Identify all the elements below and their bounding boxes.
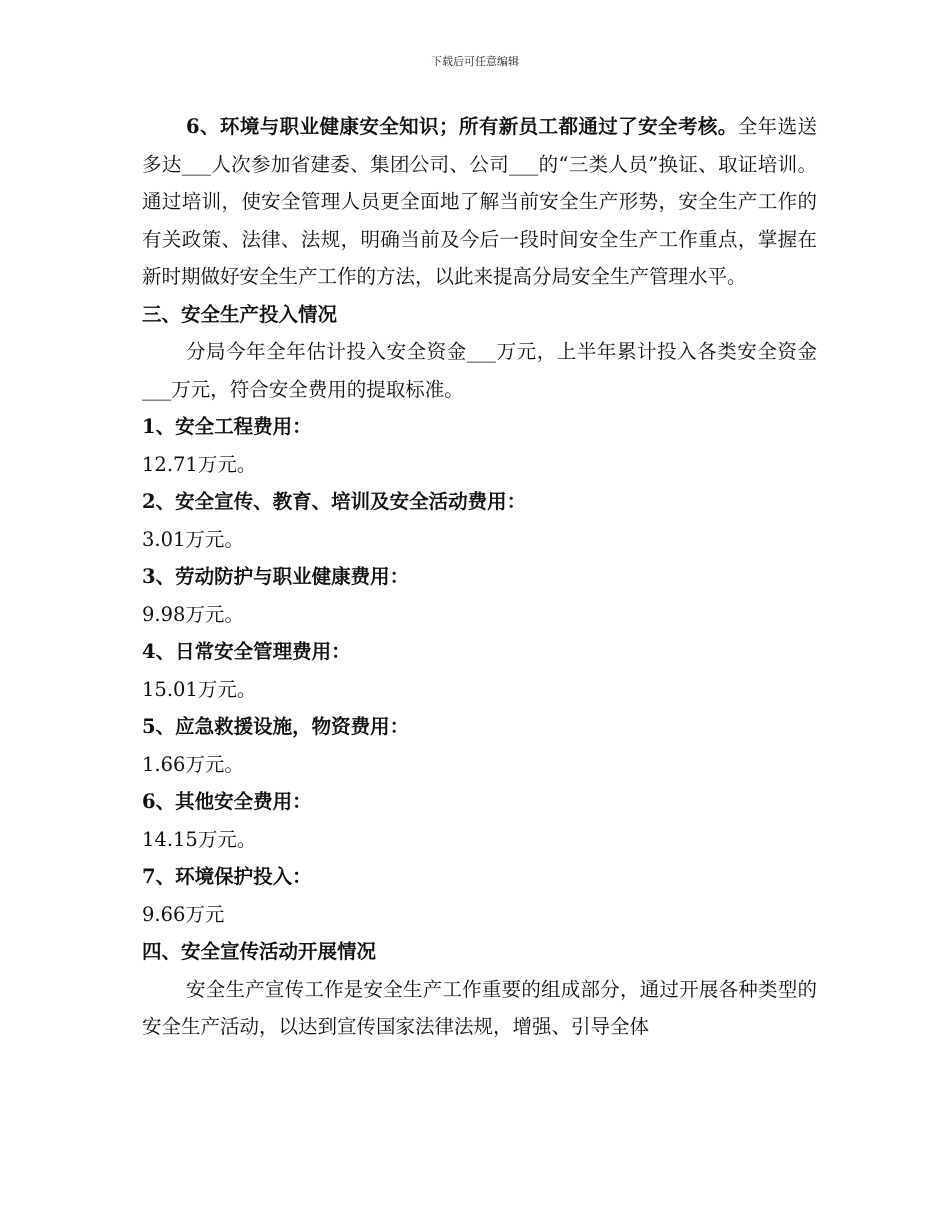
item-3-label: 3、劳动防护与职业健康费用： (142, 565, 410, 588)
section6-bold-lead: 6、环境与职业健康安全知识；所有新员工都通过了安全考核。 (186, 115, 738, 138)
item-5-value: 1.66万元。 (142, 752, 244, 776)
document-body (142, 108, 817, 1046)
item-6-value: 14.15万元。 (142, 827, 257, 851)
item-1-value: 12.71万元。 (142, 452, 257, 476)
section4-heading: 四、安全宣传活动开展情况 (142, 940, 377, 963)
item-2-label: 2、安全宣传、教育、培训及安全活动费用： (142, 490, 527, 513)
paragraph-section6 (142, 108, 817, 296)
item-5-label: 5、应急救援设施，物资费用： (142, 715, 410, 738)
item-1-label: 1、安全工程费用： (142, 415, 312, 438)
page-header: 下载后可任意编辑 (431, 55, 519, 68)
item-3-value: 9.98万元。 (142, 602, 244, 626)
item-7-label: 7、环境保护投入： (142, 865, 312, 888)
item-2-value: 3.01万元。 (142, 527, 244, 551)
item-4-label: 4、日常安全管理费用： (142, 640, 351, 663)
section3-intro: 分局今年全年估计投入安全资金___万元，上半年累计投入各类安全资金___万元，符合安全费用的提取标准。 (142, 340, 817, 401)
item-7-value: 9.66万元 (142, 902, 225, 926)
section4-intro: 安全生产宣传工作是安全生产工作重要的组成部分，通过开展各种类型的安全生产活动，以达到宣传国家法律法规，增强、引导全体 (142, 977, 817, 1038)
item-4-value: 15.01万元。 (142, 677, 257, 701)
section3-heading: 三、安全生产投入情况 (142, 302, 338, 326)
section6-rest: 全年选送多达___人次参加省建委、集团公司、公司___的“三类人员”换证、取证培训。通过培训，使安全管理人员更全面地了解当前安全生产形势，安全生产工作的有关政策、法律、法规，明确当前及今后一段时间安全生产工作重点，掌握在新时期做好安全生产工作的方法，以此来提高分局安全生产管理水平。 (142, 115, 817, 288)
item-6-label: 6、其他安全费用： (142, 790, 312, 813)
